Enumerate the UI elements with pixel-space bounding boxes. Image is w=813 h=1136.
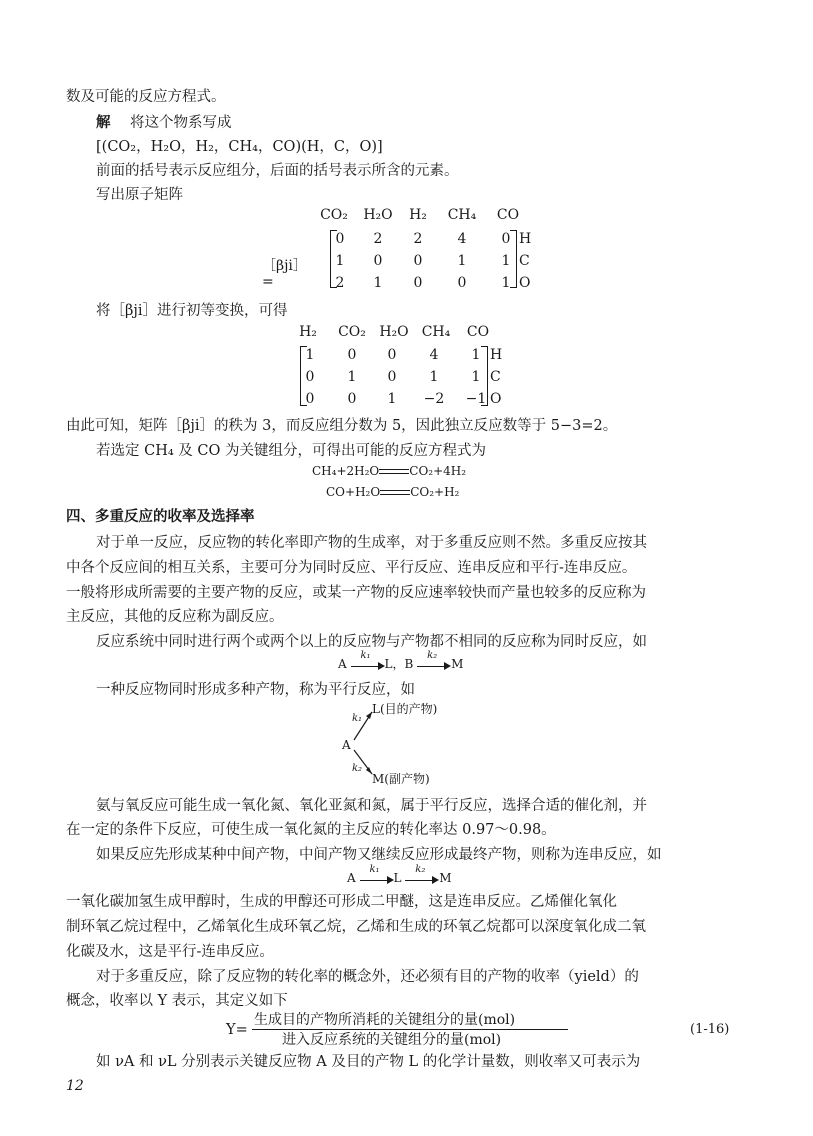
page-number: 12 bbox=[66, 1078, 84, 1094]
eq-left: CO+H₂O bbox=[326, 485, 381, 499]
species-m: M(副产物) bbox=[372, 772, 430, 786]
matrix-cell: −2 bbox=[423, 391, 445, 407]
matrix-header: CH₄ bbox=[447, 207, 477, 223]
arrow-right-icon bbox=[360, 863, 394, 885]
matrix-cell: 0 bbox=[335, 231, 345, 247]
matrix-header: H₂O bbox=[363, 207, 393, 223]
text-line: 对于多重反应，除了反应物的转化率的概念外，还必须有目的产物的收率（yield）的 bbox=[96, 969, 639, 985]
matrix-cell: 0 bbox=[305, 369, 315, 385]
reaction-equation-1 bbox=[312, 464, 466, 478]
rate-constant: k₂ bbox=[352, 763, 363, 774]
arrow-right-icon bbox=[351, 649, 385, 671]
row-label: O bbox=[490, 391, 502, 407]
matrix-cell: 0 bbox=[457, 275, 467, 291]
equilibrium-arrow-icon bbox=[379, 468, 409, 476]
matrix-cell: 0 bbox=[373, 253, 383, 269]
matrix-cell: 0 bbox=[347, 347, 357, 363]
species-m: M bbox=[451, 657, 464, 671]
species-l: L，B bbox=[384, 657, 414, 671]
matrix-cell: −1 bbox=[465, 391, 487, 407]
yield-lhs: Y= bbox=[226, 1022, 248, 1038]
matrix-cell: 1 bbox=[471, 369, 481, 385]
matrix-cell: 0 bbox=[347, 391, 357, 407]
matrix-cell: 1 bbox=[387, 391, 397, 407]
species-l: L(目的产物) bbox=[372, 702, 438, 716]
matrix-cell: 1 bbox=[501, 275, 511, 291]
arrow-right-icon bbox=[405, 863, 439, 885]
row-label: H bbox=[490, 347, 503, 363]
simultaneous-reaction bbox=[338, 649, 464, 671]
text-line: 若选定 CH₄ 及 CO 为关键组分，可得出可能的反应方程式为 bbox=[96, 443, 486, 459]
text-line: 制环氧乙烷过程中，乙烯氧化生成环氧乙烷，乙烯和生成的环氧乙烷都可以深度氧化成二氧 bbox=[66, 919, 646, 935]
rate-constant: k₁ bbox=[352, 713, 363, 724]
eq-right: CO₂+4H₂ bbox=[409, 464, 467, 478]
matrix-cell: 0 bbox=[387, 347, 397, 363]
text-line: 一般将形成所需要的主要产物的反应，或某一产物的反应速率较快而产量也较多的反应称为 bbox=[66, 585, 646, 601]
matrix-cell: 0 bbox=[501, 231, 511, 247]
matrix-cell: 1 bbox=[305, 347, 315, 363]
yield-numerator: 生成目的产物所消耗的关键组分的量(mol) bbox=[254, 1012, 516, 1028]
series-reaction bbox=[347, 863, 452, 885]
text-line: 由此可知，矩阵［βji］的秩为 3，而反应组分数为 5，因此独立反应数等于 5−3=2。 bbox=[66, 418, 618, 434]
rate-constant: k₂ bbox=[415, 863, 426, 875]
species-a: A bbox=[338, 657, 347, 671]
text-line: 数及可能的反应方程式。 bbox=[66, 89, 226, 105]
text-line: 将［βji］进行初等变换，可得 bbox=[96, 303, 288, 319]
matrix-cell: 0 bbox=[305, 391, 315, 407]
rate-constant: k₁ bbox=[360, 649, 371, 661]
matrix-header: CO₂ bbox=[320, 207, 348, 223]
matrix-header: CO bbox=[496, 207, 520, 223]
system-notation: [(CO₂，H₂O，H₂，CH₄，CO)(H，C，O)] bbox=[96, 139, 383, 155]
rate-constant: k₂ bbox=[427, 649, 438, 661]
text-line: 将这个物系写成 bbox=[130, 115, 232, 131]
matrix-label: ［βji］= bbox=[262, 258, 307, 290]
matrix-cell: 1 bbox=[471, 347, 481, 363]
text-line: 在一定的条件下反应，可使生成一氧化氮的主反应的转化率达 0.97～0.98。 bbox=[66, 822, 556, 838]
matrix-header: H₂ bbox=[299, 324, 317, 340]
eq-left: CH₄+2H₂O bbox=[312, 464, 380, 478]
text-line: 写出原子矩阵 bbox=[96, 187, 183, 203]
equilibrium-arrow-icon bbox=[380, 489, 410, 497]
species-a: A bbox=[347, 871, 356, 885]
text-line: 反应系统中同时进行两个或两个以上的反应物与产物都不相同的反应称为同时反应，如 bbox=[96, 634, 647, 650]
reaction-equation-2 bbox=[326, 485, 459, 499]
eq-right: CO₂+H₂ bbox=[410, 485, 460, 499]
matrix-cell: 1 bbox=[347, 369, 357, 385]
matrix-cell: 0 bbox=[413, 253, 423, 269]
matrix-cell: 1 bbox=[373, 275, 383, 291]
matrix-cell: 2 bbox=[373, 231, 383, 247]
text-line: 氨与氧反应可能生成一氧化氮、氧化亚氮和氮，属于平行反应，选择合适的催化剂，并 bbox=[96, 798, 647, 814]
matrix-header: CO bbox=[466, 324, 490, 340]
matrix-cell: 4 bbox=[429, 347, 439, 363]
fraction-bar bbox=[252, 1029, 568, 1030]
yield-denominator: 进入反应系统的关键组分的量(mol) bbox=[282, 1032, 502, 1048]
matrix-header: H₂ bbox=[409, 207, 427, 223]
species-l: L bbox=[393, 871, 402, 885]
text-line: 一氧化碳加氢生成甲醇时，生成的甲醇还可形成二甲醚，这是连串反应。乙烯催化氧化 bbox=[66, 894, 617, 910]
text-line: 中各个反应间的相互关系，主要可分为同时反应、平行反应、连串反应和平行-连串反应。 bbox=[66, 560, 637, 576]
text-line: 前面的括号表示反应组分，后面的括号表示所含的元素。 bbox=[96, 163, 459, 179]
row-label: C bbox=[490, 369, 501, 385]
matrix-header: CO₂ bbox=[338, 324, 366, 340]
text-line: 概念，收率以 Y 表示，其定义如下 bbox=[66, 993, 288, 1009]
matrix-cell: 4 bbox=[457, 231, 467, 247]
species-a: A bbox=[342, 738, 351, 752]
matrix-header: CH₄ bbox=[421, 324, 451, 340]
matrix-cell: 1 bbox=[501, 253, 511, 269]
matrix-cell: 0 bbox=[413, 275, 423, 291]
text-line: 一种反应物同时形成多种产物，称为平行反应，如 bbox=[96, 682, 415, 698]
matrix-header: H₂O bbox=[379, 324, 409, 340]
text-line: 如 νA 和 νL 分别表示关键反应物 A 及目的产物 L 的化学计量数，则收率又可表示为 bbox=[96, 1054, 641, 1070]
rate-constant: k₁ bbox=[369, 863, 380, 875]
species-m: M bbox=[439, 871, 452, 885]
text-line: 化碳及水，这是平行-连串反应。 bbox=[66, 944, 274, 960]
row-label: H bbox=[519, 231, 532, 247]
text-line: 对于单一反应，反应物的转化率即产物的生成率，对于多重反应则不然。多重反应按其 bbox=[96, 535, 647, 551]
solution-label: 解 bbox=[96, 114, 111, 131]
matrix-cell: 1 bbox=[429, 369, 439, 385]
arrow-right-icon bbox=[417, 649, 451, 671]
matrix-cell: 2 bbox=[413, 231, 423, 247]
matrix-cell: 1 bbox=[335, 253, 345, 269]
matrix-cell: 2 bbox=[335, 275, 345, 291]
matrix-cell: 0 bbox=[387, 369, 397, 385]
text-line: 如果反应先形成某种中间产物，中间产物又继续反应形成最终产物，则称为连串反应，如 bbox=[96, 847, 662, 863]
matrix-cell: 1 bbox=[457, 253, 467, 269]
row-label: C bbox=[519, 253, 530, 269]
row-label: O bbox=[519, 275, 531, 291]
equation-number: (1-16) bbox=[690, 1022, 730, 1037]
text-line: 主反应，其他的反应称为副反应。 bbox=[66, 609, 284, 625]
section-title: 四、多重反应的收率及选择率 bbox=[66, 508, 255, 525]
